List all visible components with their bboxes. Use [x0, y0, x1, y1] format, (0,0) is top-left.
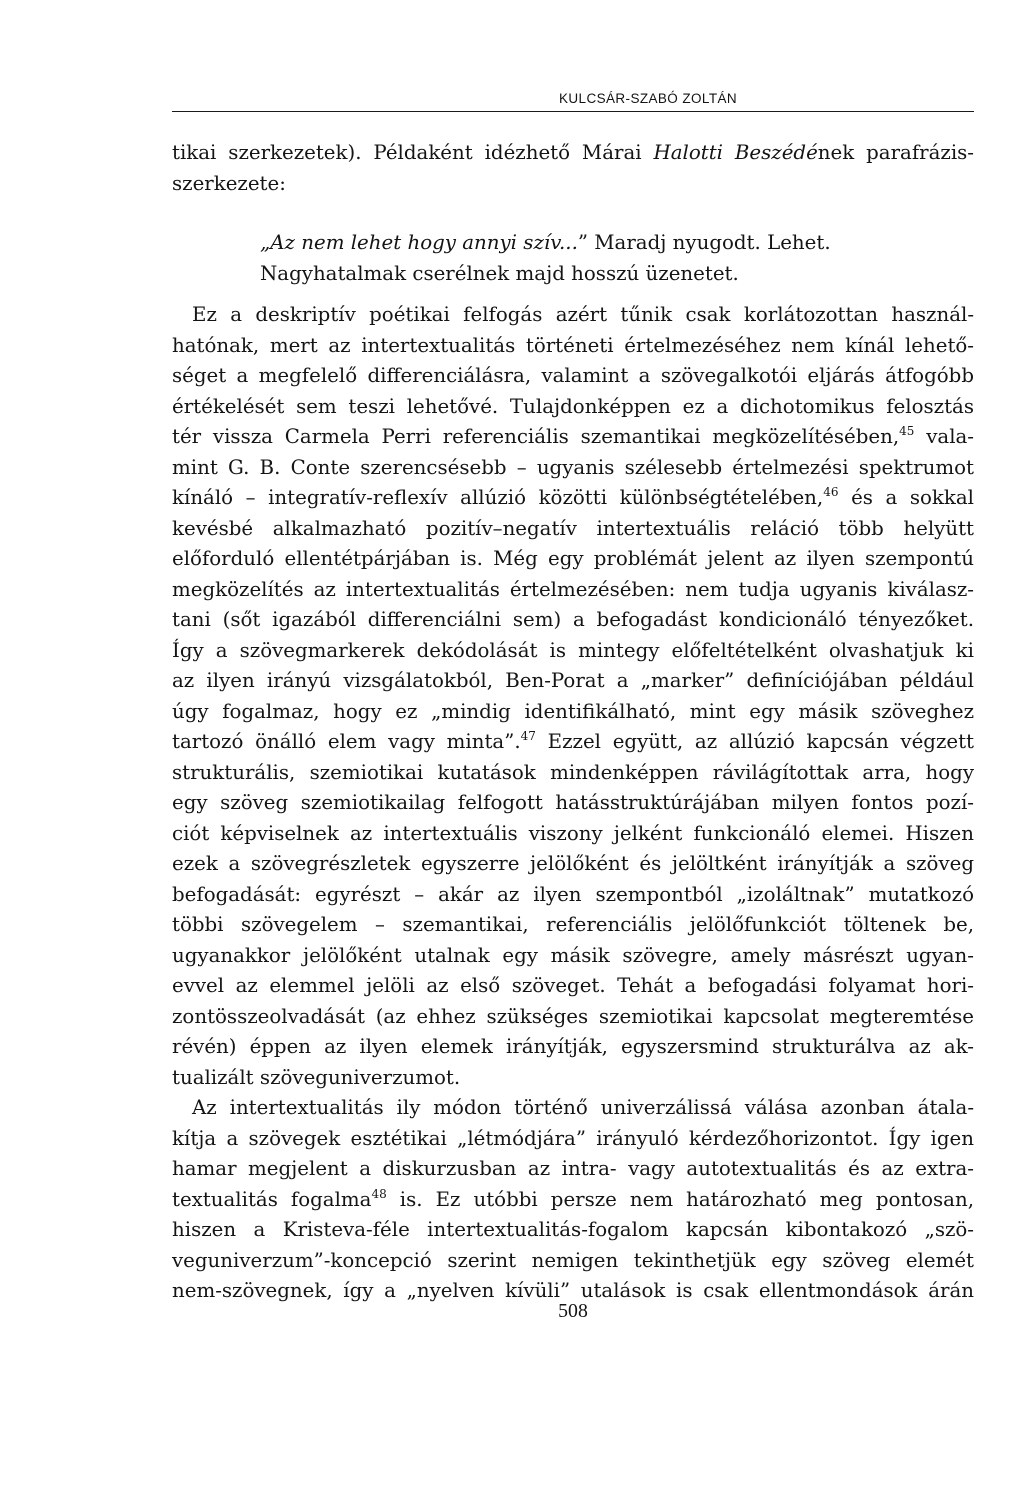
poem-quote — [172, 228, 974, 289]
paragraph-1 — [172, 300, 974, 1093]
text-line: Ez a deskriptív poétikai felfogás azért tűnik csak korlátozottan használ- — [192, 303, 974, 326]
text-line: Így a szövegmarkerek dekódolását is mintegy előfeltételként olvashatjuk ki — [172, 638, 974, 662]
text-line: megközelítés az intertextualitás értelmezésében: nem tudja ugyanis kiválasz- — [172, 577, 974, 601]
text-line: hamar megjelent a diskurzusban az intra- vagy autotextualitás és az extra- — [172, 1157, 974, 1180]
text-line: ugyanakkor jelölőként utalnak egy másik szövegre, amely másrészt ugyan- — [172, 943, 974, 967]
quote-line: Nagyhatalmak cserélnek majd hosszú üzenetet. — [260, 261, 739, 285]
text-line: evvel az elemmel jelöli az első szöveget. Tehát a befogadási folyamat hori- — [172, 974, 974, 997]
text-line: ezek a szövegrészletek egyszerre jelölőként és jelöltként irányítják a szöveg — [172, 852, 974, 875]
running-head: KULCSÁR-SZABÓ ZOLTÁN — [558, 91, 738, 106]
body-text — [172, 138, 974, 1307]
text-line: zontösszeolvadását (az ehhez szükséges szemiotikai kapcsolat megteremtése — [172, 1004, 974, 1028]
footnote-ref: 46 — [823, 485, 839, 499]
text-line: tualizált szöveguniverzumot. — [172, 1065, 461, 1089]
text-line: befogadását: egyrészt – akár az ilyen szempontból „izoláltnak” mutatkozó — [172, 882, 974, 906]
header-rule — [172, 111, 974, 112]
footnote-ref: 48 — [371, 1186, 387, 1201]
text-line: strukturális, szemiotikai kutatások mindenképpen rávilágítottak arra, hogy — [172, 760, 974, 784]
text-line: tér vissza Carmela Perri referenciális szemantikai megközelítésében,$^{45}$ vala- — [172, 424, 974, 448]
text-line: többi szövegelem – szemantikai, referenciális jelölőfunkciót töltenek be, — [172, 913, 974, 936]
text-line: Az intertextualitás ily módon történő univerzálissá válása azonban átala- — [192, 1096, 974, 1119]
text-line: értékelését sem teszi lehetővé. Tulajdonképpen ez a dichotomikus felosztás — [172, 394, 974, 418]
text-line: tikai szerkezetek). Példaként idézhető Márai Halotti Beszédének parafrázis- — [172, 141, 974, 164]
text-line: szerkezete: — [172, 171, 286, 195]
text-line: kínáló – integratív-reflexív allúzió közötti különbségtételében,$^{46}$ és a sokkal — [172, 485, 975, 509]
text-line: veguniverzum”-koncepció szerint nemigen tekinthetjük egy szöveg elemét — [172, 1248, 974, 1272]
quote-italic: „Az nem lehet hogy annyi szív... — [260, 231, 578, 254]
footnote-ref: 45 — [899, 424, 915, 438]
text-line: kevésbé alkalmazható pozitív–negatív intertextuális reláció több helyütt — [172, 516, 974, 540]
text-line: egy szöveg szemiotikailag felfogott hatásstruktúrájában milyen fontos pozí- — [172, 791, 974, 814]
text-line: mint G. B. Conte szerencsésebb – ugyanis szélesebb értelmezési spektrumot — [172, 455, 974, 479]
text-line: ciót képviselnek az intertextuális viszony jelként funkcionáló elemei. Hiszen — [172, 821, 974, 845]
text-line: hiszen a Kristeva-féle intertextualitás-fogalom kapcsán kibontakozó „szö- — [172, 1218, 974, 1241]
text-line: séget a megfelelő differenciálásra, valamint a szövegalkotói eljárás átfogóbb — [172, 364, 974, 387]
text-line: kítja a szövegek esztétikai „létmódjára” irányuló kérdezőhorizontot. Így igen — [172, 1126, 974, 1150]
text-line: révén) éppen az ilyen elemek irányítják, egyszersmind strukturálva az ak- — [172, 1035, 974, 1058]
paragraph-2 — [172, 1093, 974, 1307]
text-line: előforduló ellentétpárjában is. Még egy problémát jelent az ilyen szempontú — [172, 547, 974, 570]
text-line: tartozó önálló elem vagy minta”.$^{47}$ Ezzel együtt, az allúzió kapcsán végzett — [172, 729, 974, 753]
quote-line: „Az nem lehet hogy annyi szív...” Maradj nyugodt. Lehet. — [260, 231, 831, 254]
text-line: úgy fogalmaz, hogy ez „mindig identifikálható, mint egy másik szöveghez — [172, 699, 974, 723]
text-line: tani (sőt igazából differenciálni sem) a befogadást kondicionáló tényezőket. — [172, 608, 974, 631]
text-line: nem-szövegnek, így a „nyelven kívüli” utalások is csak ellentmondások árán — [172, 1279, 974, 1302]
text-line: az ilyen irányú vizsgálatokból, Ben-Porat a „marker” definíciójában például — [172, 669, 974, 692]
italic-title: Halotti Beszédé — [653, 141, 818, 164]
footnote-ref: 47 — [520, 729, 536, 743]
text-line: hatónak, mert az intertextualitás történeti értelmezéséhez nem kínál lehető- — [172, 333, 974, 357]
text-line: textualitás fogalma$^{48}$ is. Ez utóbbi persze nem határozható meg pontosan, — [172, 1186, 974, 1211]
page-number: 508 — [558, 1300, 588, 1322]
